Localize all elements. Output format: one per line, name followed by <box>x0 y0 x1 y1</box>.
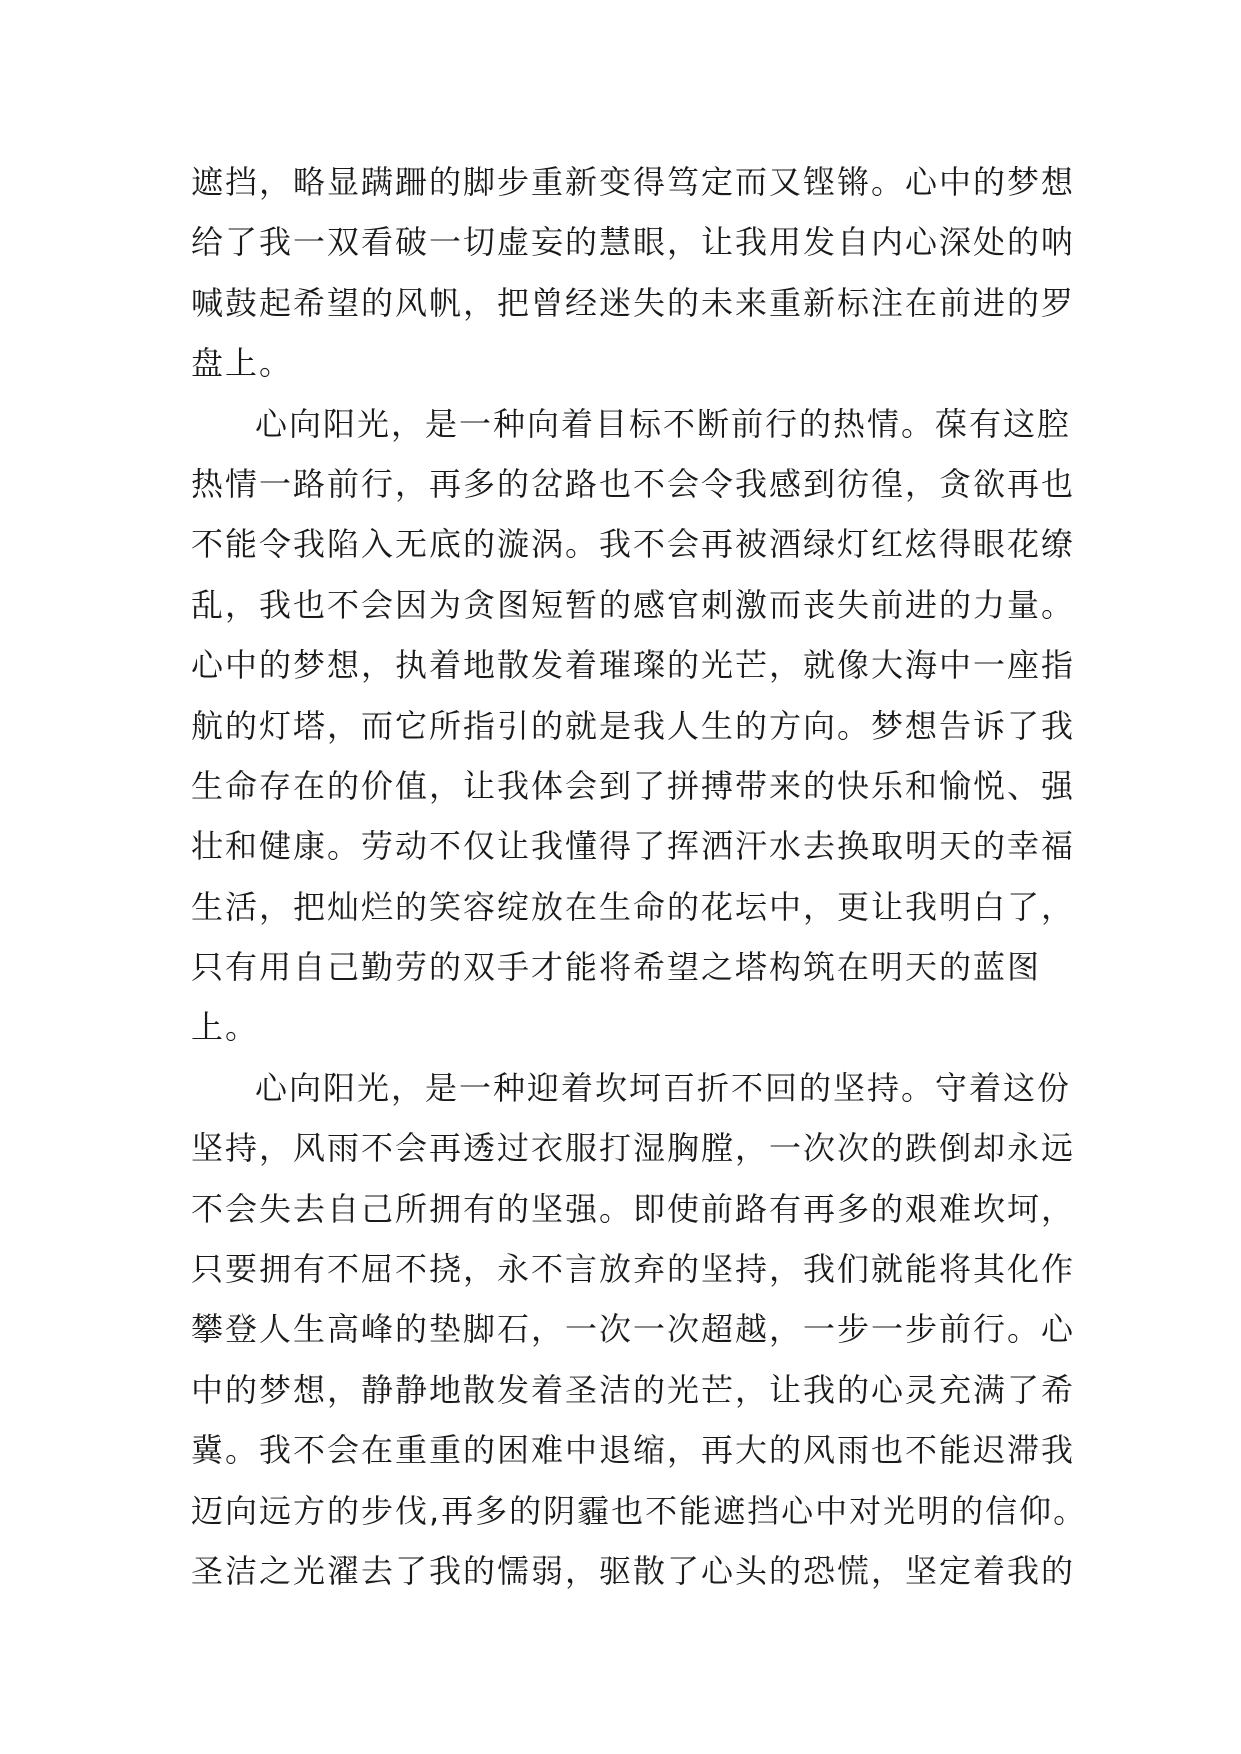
text-line: 生活，把灿烂的笑容绽放在生命的花坛中，更让我明白了， <box>191 887 1076 926</box>
text-line: 只要拥有不屈不挠，永不言放弃的坚持，我们就能将其化作 <box>191 1250 1076 1289</box>
text-line: 上。 <box>191 1008 260 1047</box>
paragraph-start-line: 心向阳光，是一种向着目标不断前行的热情。葆有这腔 <box>255 404 1072 443</box>
body-text <box>191 152 1088 1601</box>
text-line: 攀登人生高峰的垫脚石，一次一次超越，一步一步前行。心 <box>191 1310 1076 1349</box>
text-line: 遮挡，略显蹒跚的脚步重新变得笃定而又铿锵。心中的梦想 <box>191 163 1076 201</box>
text-line: 壮和健康。劳动不仅让我懂得了挥洒汗水去换取明天的幸福 <box>191 827 1076 866</box>
text-line: 坚持，风雨不会再透过衣服打湿胸膛，一次次的跌倒却永远 <box>191 1129 1076 1168</box>
text-line: 生命存在的价值，让我体会到了拼搏带来的快乐和愉悦、强 <box>191 766 1076 805</box>
text-line: 中的梦想，静静地散发着圣洁的光芒，让我的心灵充满了希 <box>191 1370 1076 1409</box>
text-line: 航的灯塔，而它所指引的就是我人生的方向。梦想告诉了我 <box>191 706 1076 745</box>
text-line: 心中的梦想，执着地散发着璀璨的光芒，就像大海中一座指 <box>191 646 1076 685</box>
text-line: 不会失去自己所拥有的坚强。即使前路有再多的艰难坎坷， <box>191 1189 1076 1228</box>
text-line: 迈向远方的步伐,再多的阴霾也不能遮挡心中对光明的信仰。 <box>191 1491 1088 1530</box>
text-line: 只有用自己勤劳的双手才能将希望之塔构筑在明天的蓝图 <box>191 948 1042 987</box>
text-line: 喊鼓起希望的风帆，把曾经迷失的未来重新标注在前进的罗 <box>191 283 1076 322</box>
text-line: 热情一路前行，再多的岔路也不会令我感到彷徨，贪欲再也 <box>191 464 1076 503</box>
text-line: 圣洁之光濯去了我的懦弱，驱散了心头的恐慌，坚定着我的 <box>191 1551 1076 1590</box>
paragraph-start-line: 心向阳光，是一种迎着坎坷百折不回的坚持。守着这份 <box>255 1068 1072 1107</box>
text-line: 给了我一双看破一切虚妄的慧眼，让我用发自内心深处的呐 <box>191 223 1076 262</box>
text-line: 不能令我陷入无底的漩涡。我不会再被酒绿灯红炫得眼花缭 <box>191 525 1076 564</box>
text-line: 盘上。 <box>191 344 294 383</box>
text-line: 冀。我不会在重重的困难中退缩，再大的风雨也不能迟滞我 <box>191 1431 1076 1470</box>
text-line: 乱，我也不会因为贪图短暂的感官刺激而丧失前进的力量。 <box>191 585 1076 624</box>
